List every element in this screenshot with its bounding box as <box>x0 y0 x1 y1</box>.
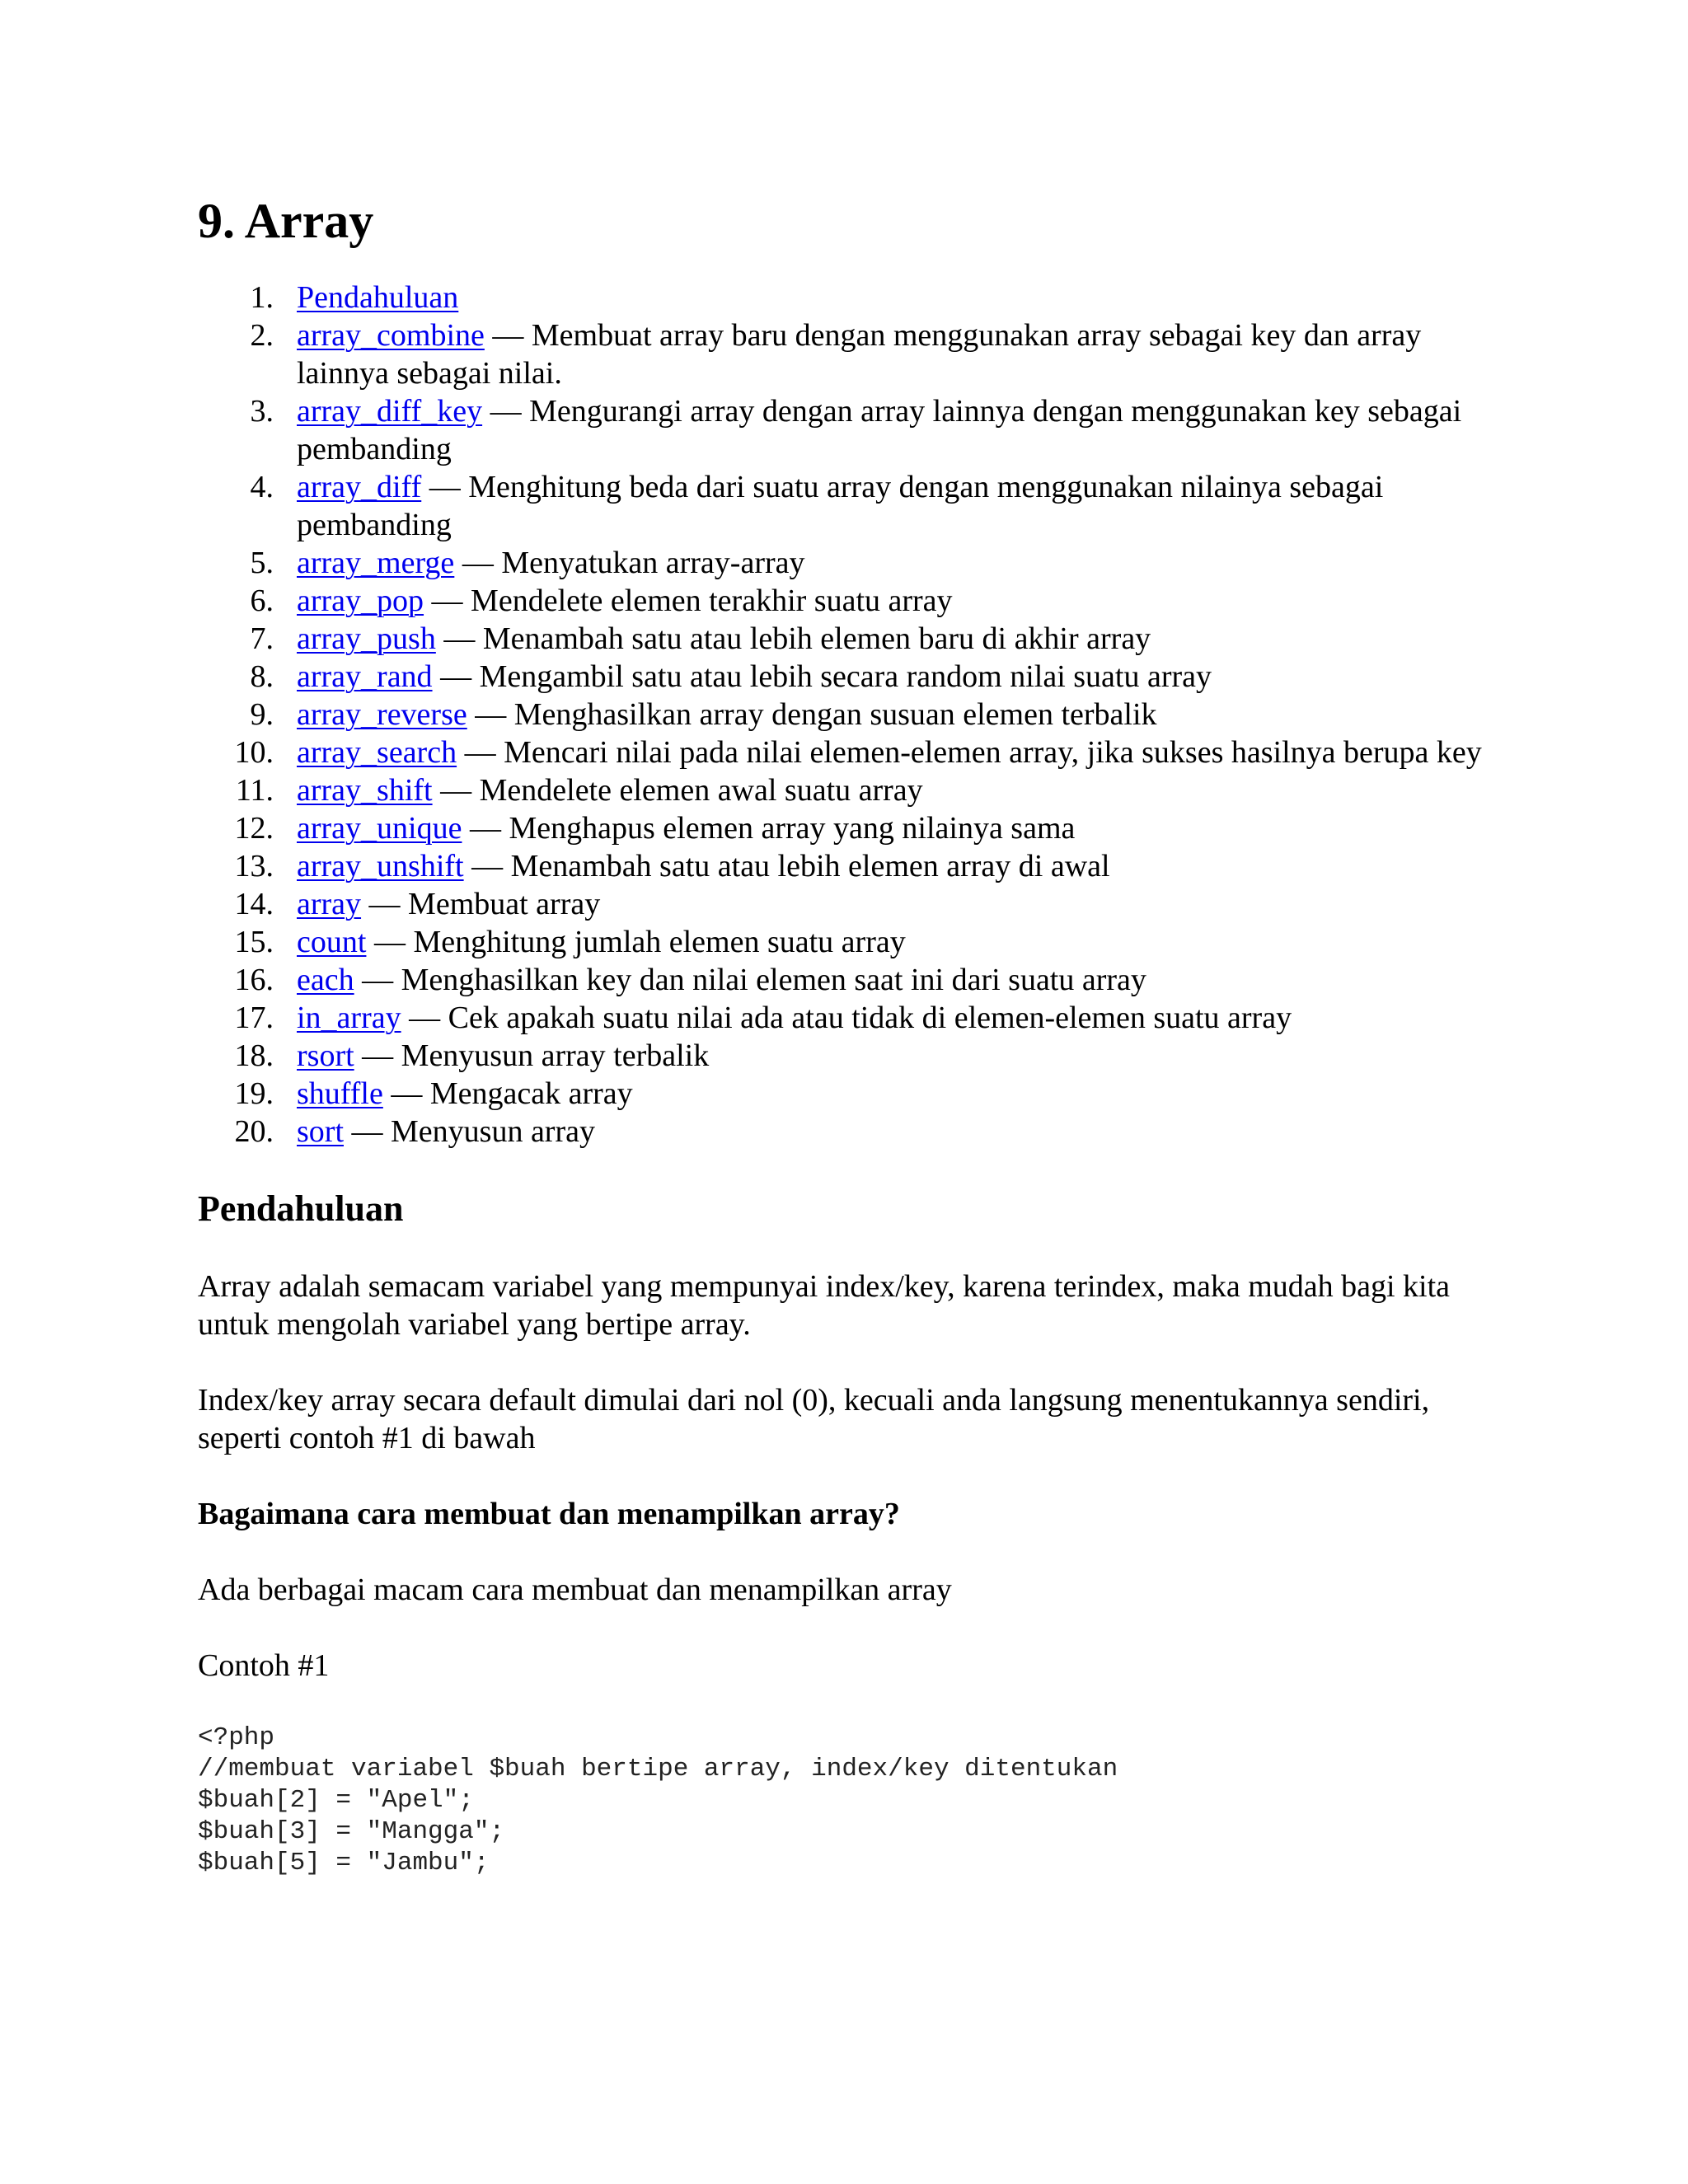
code-line: //membuat variabel $buah bertipe array, index/key ditentukan <box>198 1755 1118 1783</box>
table-of-contents <box>198 279 1500 1151</box>
toc-item-number: 13. <box>234 849 274 883</box>
methods-paragraph: Ada berbagai macam cara membuat dan menampilkan array <box>198 1572 952 1607</box>
toc-item <box>198 885 1500 923</box>
toc-link-array-push[interactable]: array_push <box>297 621 436 656</box>
toc-item-number: 16. <box>234 963 274 997</box>
toc-link-sort[interactable]: sort <box>297 1114 344 1149</box>
code-line: $buah[5] = "Jambu"; <box>198 1849 490 1877</box>
toc-item <box>198 771 1500 809</box>
toc-link-array-unshift[interactable]: array_unshift <box>297 849 464 883</box>
toc-item <box>198 392 1500 468</box>
toc-item <box>198 696 1500 733</box>
index-paragraph: Index/key array secara default dimulai dari nol (0), kecuali anda langsung menentukannya sendiri, seperti contoh #1 di bawah <box>198 1383 1430 1455</box>
toc-item-description: — Membuat array <box>361 887 601 921</box>
code-block <box>198 1722 1500 1879</box>
toc-item-description: — Mengambil satu atau lebih secara random nilai suatu array <box>432 659 1212 694</box>
toc-item <box>198 468 1500 544</box>
toc-item-description: — Mendelete elemen awal suatu array <box>432 773 923 808</box>
toc-link-count[interactable]: count <box>297 925 367 959</box>
toc-item-number: 9. <box>250 697 274 732</box>
code-line: $buah[2] = "Apel"; <box>198 1786 474 1815</box>
toc-item-description: — Membuat array baru dengan menggunakan array sebagai key dan array lainnya sebagai nilai. <box>297 318 1422 391</box>
toc-item-number: 17. <box>234 1001 274 1035</box>
toc-item-description: — Menghasilkan array dengan susuan elemen terbalik <box>467 697 1157 732</box>
toc-link-array-diff-key[interactable]: array_diff_key <box>297 394 483 429</box>
toc-item <box>198 733 1500 771</box>
toc-item <box>198 1075 1500 1113</box>
toc-link-array-pop[interactable]: array_pop <box>297 583 424 618</box>
example-label: Contoh #1 <box>198 1648 330 1683</box>
toc-item-description: — Menyatukan array-array <box>454 546 805 580</box>
code-line: $buah[3] = "Mangga"; <box>198 1817 505 1846</box>
toc-item-description: — Menghitung beda dari suatu array dengan menggunakan nilainya sebagai pembanding <box>297 470 1384 542</box>
toc-item-number: 20. <box>234 1114 274 1149</box>
document-page <box>198 190 1500 1879</box>
toc-item <box>198 847 1500 885</box>
section-title: Pendahuluan <box>198 1188 404 1229</box>
toc-item-description: — Mengacak array <box>382 1076 633 1111</box>
toc-item-number: 3. <box>250 394 274 429</box>
toc-item-description: — Menghasilkan key dan nilai elemen saat ini dari suatu array <box>354 963 1146 997</box>
toc-item <box>198 999 1500 1037</box>
toc-link-array-unique[interactable]: array_unique <box>297 811 462 846</box>
toc-item-number: 14. <box>234 887 274 921</box>
toc-item-number: 8. <box>250 659 274 694</box>
toc-link-array-merge[interactable]: array_merge <box>297 546 455 580</box>
toc-item-description: — Menyusun array terbalik <box>354 1038 710 1073</box>
code-line: <?php <box>198 1723 275 1752</box>
intro-paragraph: Array adalah semacam variabel yang mempunyai index/key, karena terindex, maka mudah bagi kita untuk mengolah variabel yang bertipe array. <box>198 1269 1451 1342</box>
toc-link-array[interactable]: array <box>297 887 362 921</box>
toc-link-in-array[interactable]: in_array <box>297 1001 401 1035</box>
toc-item-number: 7. <box>250 621 274 656</box>
toc-item-number: 15. <box>234 925 274 959</box>
question-heading: Bagaimana cara membuat dan menampilkan array? <box>198 1497 900 1531</box>
toc-item <box>198 658 1500 696</box>
toc-link-each[interactable]: each <box>297 963 354 997</box>
toc-item <box>198 961 1500 999</box>
toc-item-number: 4. <box>250 470 274 504</box>
toc-item <box>198 620 1500 658</box>
toc-item <box>198 923 1500 961</box>
page-title: 9. Array <box>198 194 374 248</box>
toc-item-description: — Menyusun array <box>344 1114 595 1149</box>
toc-item-number: 10. <box>234 735 274 770</box>
toc-link-array-reverse[interactable]: array_reverse <box>297 697 467 732</box>
toc-item-number: 19. <box>234 1076 274 1111</box>
toc-item-number: 11. <box>235 773 274 808</box>
toc-link-shuffle[interactable]: shuffle <box>297 1076 383 1111</box>
toc-item-description: — Mencari nilai pada nilai elemen-elemen array, jika sukses hasilnya berupa key <box>457 735 1482 770</box>
toc-item <box>198 582 1500 620</box>
toc-link-array-diff[interactable]: array_diff <box>297 470 422 504</box>
toc-item-number: 5. <box>250 546 274 580</box>
toc-item-description: — Menghapus elemen array yang nilainya sama <box>462 811 1076 846</box>
toc-item-description: — Menambah satu atau lebih elemen baru di akhir array <box>435 621 1151 656</box>
toc-item-description: — Mengurangi array dengan array lainnya dengan menggunakan key sebagai pembanding <box>297 394 1462 466</box>
toc-link-array-combine[interactable]: array_combine <box>297 318 485 353</box>
toc-item-number: 1. <box>250 280 274 315</box>
toc-item-description: — Menghitung jumlah elemen suatu array <box>366 925 906 959</box>
toc-link-rsort[interactable]: rsort <box>297 1038 354 1073</box>
toc-item-number: 2. <box>250 318 274 353</box>
toc-item-description: — Cek apakah suatu nilai ada atau tidak di elemen-elemen suatu array <box>401 1001 1292 1035</box>
toc-link-pendahuluan[interactable]: Pendahuluan <box>297 280 459 315</box>
toc-item <box>198 279 1500 316</box>
toc-item <box>198 544 1500 582</box>
toc-item-description: — Menambah satu atau lebih elemen array di awal <box>463 849 1110 883</box>
toc-item-number: 18. <box>234 1038 274 1073</box>
toc-link-array-rand[interactable]: array_rand <box>297 659 433 694</box>
toc-link-array-search[interactable]: array_search <box>297 735 457 770</box>
toc-link-array-shift[interactable]: array_shift <box>297 773 433 808</box>
toc-item <box>198 1037 1500 1075</box>
toc-item <box>198 316 1500 392</box>
toc-item <box>198 1113 1500 1151</box>
toc-item <box>198 809 1500 847</box>
toc-item-description: — Mendelete elemen terakhir suatu array <box>424 583 953 618</box>
toc-item-number: 12. <box>234 811 274 846</box>
toc-item-number: 6. <box>250 583 274 618</box>
